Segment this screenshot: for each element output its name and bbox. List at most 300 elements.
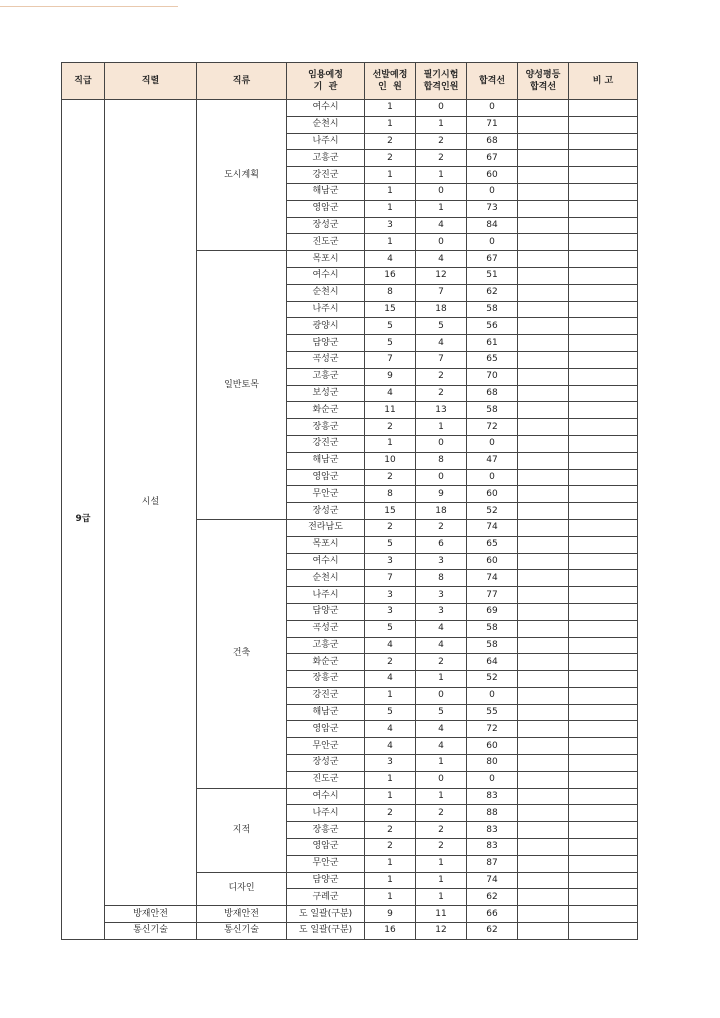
selection-cell: 5 xyxy=(365,620,416,637)
col-gender-l2: 합격선 xyxy=(529,82,557,92)
gender-cutoff-cell xyxy=(518,435,569,452)
gender-cutoff-cell xyxy=(518,368,569,385)
passed-cell: 4 xyxy=(416,335,467,352)
selection-cell: 10 xyxy=(365,452,416,469)
passed-cell: 2 xyxy=(416,805,467,822)
cutoff-cell: 0 xyxy=(467,687,518,704)
col-grade: 직급 xyxy=(62,63,105,100)
passed-cell: 0 xyxy=(416,100,467,117)
col-written-l1: 필기시험 xyxy=(423,70,459,80)
table-row xyxy=(62,100,638,117)
gender-cutoff-cell xyxy=(518,805,569,822)
col-category: 직류 xyxy=(197,63,287,100)
remarks-cell xyxy=(569,217,638,234)
passed-cell: 4 xyxy=(416,721,467,738)
remarks-cell xyxy=(569,704,638,721)
remarks-cell xyxy=(569,469,638,486)
remarks-cell xyxy=(569,620,638,637)
gender-cutoff-cell xyxy=(518,755,569,772)
remarks-cell xyxy=(569,452,638,469)
gender-cutoff-cell xyxy=(518,872,569,889)
selection-cell: 9 xyxy=(365,368,416,385)
agency-cell: 장흥군 xyxy=(287,822,365,839)
selection-cell: 1 xyxy=(365,435,416,452)
gender-cutoff-cell xyxy=(518,486,569,503)
agency-cell: 진도군 xyxy=(287,771,365,788)
col-agency-l1: 임용예정 xyxy=(308,70,343,80)
remarks-cell xyxy=(569,788,638,805)
passed-cell: 1 xyxy=(416,755,467,772)
col-selection xyxy=(365,63,416,100)
agency-cell: 영암군 xyxy=(287,839,365,856)
selection-cell: 1 xyxy=(365,855,416,872)
cutoff-cell: 74 xyxy=(467,570,518,587)
gender-cutoff-cell xyxy=(518,402,569,419)
agency-cell: 전라남도 xyxy=(287,519,365,536)
selection-cell: 11 xyxy=(365,402,416,419)
selection-cell: 4 xyxy=(365,637,416,654)
agency-cell: 여수시 xyxy=(287,788,365,805)
category-cell: 방재안전 xyxy=(197,906,287,923)
results-table xyxy=(61,62,638,940)
agency-cell: 해남군 xyxy=(287,704,365,721)
remarks-cell xyxy=(569,687,638,704)
selection-cell: 1 xyxy=(365,872,416,889)
remarks-cell xyxy=(569,519,638,536)
header-row xyxy=(62,63,638,100)
table-body xyxy=(62,100,638,940)
cutoff-cell: 51 xyxy=(467,267,518,284)
passed-cell: 1 xyxy=(416,200,467,217)
gender-cutoff-cell xyxy=(518,553,569,570)
agency-cell: 여수시 xyxy=(287,267,365,284)
remarks-cell xyxy=(569,335,638,352)
gender-cutoff-cell xyxy=(518,217,569,234)
selection-cell: 2 xyxy=(365,654,416,671)
selection-cell: 9 xyxy=(365,906,416,923)
gender-cutoff-cell xyxy=(518,183,569,200)
gender-cutoff-cell xyxy=(518,671,569,688)
grade-cell: 9급 xyxy=(62,100,105,940)
passed-cell: 5 xyxy=(416,704,467,721)
selection-cell: 3 xyxy=(365,217,416,234)
remarks-cell xyxy=(569,183,638,200)
passed-cell: 1 xyxy=(416,419,467,436)
gender-cutoff-cell xyxy=(518,167,569,184)
passed-cell: 13 xyxy=(416,402,467,419)
gender-cutoff-cell xyxy=(518,687,569,704)
agency-cell: 화순군 xyxy=(287,654,365,671)
agency-cell: 강진군 xyxy=(287,687,365,704)
remarks-cell xyxy=(569,906,638,923)
cutoff-cell: 62 xyxy=(467,889,518,906)
selection-cell: 2 xyxy=(365,519,416,536)
agency-cell: 강진군 xyxy=(287,167,365,184)
passed-cell: 1 xyxy=(416,872,467,889)
remarks-cell xyxy=(569,755,638,772)
cutoff-cell: 0 xyxy=(467,771,518,788)
gender-cutoff-cell xyxy=(518,267,569,284)
remarks-cell xyxy=(569,284,638,301)
selection-cell: 3 xyxy=(365,603,416,620)
cutoff-cell: 60 xyxy=(467,167,518,184)
passed-cell: 7 xyxy=(416,284,467,301)
remarks-cell xyxy=(569,301,638,318)
category-cell: 일반토목 xyxy=(197,251,287,520)
selection-cell: 1 xyxy=(365,687,416,704)
cutoff-cell: 71 xyxy=(467,116,518,133)
series-cell: 통신기술 xyxy=(105,923,197,940)
remarks-cell xyxy=(569,839,638,856)
remarks-cell xyxy=(569,368,638,385)
passed-cell: 2 xyxy=(416,822,467,839)
cutoff-cell: 83 xyxy=(467,788,518,805)
remarks-cell xyxy=(569,503,638,520)
selection-cell: 8 xyxy=(365,284,416,301)
selection-cell: 2 xyxy=(365,469,416,486)
gender-cutoff-cell xyxy=(518,788,569,805)
agency-cell: 담양군 xyxy=(287,335,365,352)
col-selection-l2: 인 원 xyxy=(378,82,402,92)
agency-cell: 무안군 xyxy=(287,855,365,872)
passed-cell: 2 xyxy=(416,150,467,167)
passed-cell: 8 xyxy=(416,452,467,469)
remarks-cell xyxy=(569,267,638,284)
gender-cutoff-cell xyxy=(518,839,569,856)
passed-cell: 7 xyxy=(416,351,467,368)
cutoff-cell: 58 xyxy=(467,402,518,419)
selection-cell: 1 xyxy=(365,100,416,117)
gender-cutoff-cell xyxy=(518,318,569,335)
cutoff-cell: 83 xyxy=(467,839,518,856)
cutoff-cell: 68 xyxy=(467,385,518,402)
remarks-cell xyxy=(569,100,638,117)
cutoff-cell: 74 xyxy=(467,872,518,889)
agency-cell: 고흥군 xyxy=(287,368,365,385)
selection-cell: 7 xyxy=(365,570,416,587)
remarks-cell xyxy=(569,419,638,436)
passed-cell: 2 xyxy=(416,385,467,402)
selection-cell: 1 xyxy=(365,116,416,133)
remarks-cell xyxy=(569,234,638,251)
gender-cutoff-cell xyxy=(518,906,569,923)
agency-cell: 나주시 xyxy=(287,587,365,604)
passed-cell: 12 xyxy=(416,923,467,940)
gender-cutoff-cell xyxy=(518,923,569,940)
agency-cell: 광양시 xyxy=(287,318,365,335)
selection-cell: 16 xyxy=(365,923,416,940)
passed-cell: 12 xyxy=(416,267,467,284)
gender-cutoff-cell xyxy=(518,335,569,352)
cutoff-cell: 65 xyxy=(467,351,518,368)
category-cell: 지적 xyxy=(197,788,287,872)
category-cell: 통신기술 xyxy=(197,923,287,940)
gender-cutoff-cell xyxy=(518,150,569,167)
passed-cell: 8 xyxy=(416,570,467,587)
selection-cell: 4 xyxy=(365,671,416,688)
remarks-cell xyxy=(569,435,638,452)
gender-cutoff-cell xyxy=(518,654,569,671)
agency-cell: 고흥군 xyxy=(287,150,365,167)
series-cell: 방재안전 xyxy=(105,906,197,923)
passed-cell: 6 xyxy=(416,536,467,553)
passed-cell: 9 xyxy=(416,486,467,503)
remarks-cell xyxy=(569,872,638,889)
remarks-cell xyxy=(569,133,638,150)
gender-cutoff-cell xyxy=(518,620,569,637)
gender-cutoff-cell xyxy=(518,452,569,469)
remarks-cell xyxy=(569,654,638,671)
cutoff-cell: 77 xyxy=(467,587,518,604)
selection-cell: 1 xyxy=(365,771,416,788)
selection-cell: 3 xyxy=(365,587,416,604)
remarks-cell xyxy=(569,318,638,335)
gender-cutoff-cell xyxy=(518,301,569,318)
cutoff-cell: 52 xyxy=(467,671,518,688)
remarks-cell xyxy=(569,116,638,133)
cutoff-cell: 58 xyxy=(467,301,518,318)
passed-cell: 4 xyxy=(416,620,467,637)
cutoff-cell: 83 xyxy=(467,822,518,839)
remarks-cell xyxy=(569,351,638,368)
cutoff-cell: 52 xyxy=(467,503,518,520)
agency-cell: 진도군 xyxy=(287,234,365,251)
agency-cell: 해남군 xyxy=(287,183,365,200)
agency-cell: 목포시 xyxy=(287,536,365,553)
cutoff-cell: 87 xyxy=(467,855,518,872)
selection-cell: 15 xyxy=(365,301,416,318)
series-cell: 시설 xyxy=(105,100,197,906)
col-remarks: 비 고 xyxy=(569,63,638,100)
agency-cell: 장성군 xyxy=(287,217,365,234)
cutoff-cell: 60 xyxy=(467,553,518,570)
selection-cell: 16 xyxy=(365,267,416,284)
table-row xyxy=(62,906,638,923)
passed-cell: 0 xyxy=(416,234,467,251)
selection-cell: 15 xyxy=(365,503,416,520)
gender-cutoff-cell xyxy=(518,116,569,133)
agency-cell: 곡성군 xyxy=(287,351,365,368)
agency-cell: 여수시 xyxy=(287,100,365,117)
passed-cell: 1 xyxy=(416,889,467,906)
gender-cutoff-cell xyxy=(518,587,569,604)
col-agency-l2: 기 관 xyxy=(313,82,338,92)
gender-cutoff-cell xyxy=(518,855,569,872)
cutoff-cell: 67 xyxy=(467,150,518,167)
remarks-cell xyxy=(569,385,638,402)
remarks-cell xyxy=(569,167,638,184)
agency-cell: 고흥군 xyxy=(287,637,365,654)
remarks-cell xyxy=(569,671,638,688)
passed-cell: 0 xyxy=(416,183,467,200)
col-gender xyxy=(518,63,569,100)
remarks-cell xyxy=(569,587,638,604)
gender-cutoff-cell xyxy=(518,251,569,268)
selection-cell: 1 xyxy=(365,889,416,906)
passed-cell: 0 xyxy=(416,771,467,788)
passed-cell: 1 xyxy=(416,167,467,184)
cutoff-cell: 0 xyxy=(467,435,518,452)
gender-cutoff-cell xyxy=(518,234,569,251)
agency-cell: 영암군 xyxy=(287,200,365,217)
gender-cutoff-cell xyxy=(518,351,569,368)
agency-cell: 구례군 xyxy=(287,889,365,906)
selection-cell: 5 xyxy=(365,335,416,352)
category-cell: 디자인 xyxy=(197,872,287,906)
agency-cell: 나주시 xyxy=(287,133,365,150)
agency-cell: 장흥군 xyxy=(287,671,365,688)
selection-cell: 5 xyxy=(365,318,416,335)
cutoff-cell: 0 xyxy=(467,469,518,486)
selection-cell: 1 xyxy=(365,200,416,217)
gender-cutoff-cell xyxy=(518,200,569,217)
passed-cell: 2 xyxy=(416,654,467,671)
gender-cutoff-cell xyxy=(518,536,569,553)
cutoff-cell: 55 xyxy=(467,704,518,721)
remarks-cell xyxy=(569,637,638,654)
remarks-cell xyxy=(569,771,638,788)
passed-cell: 1 xyxy=(416,855,467,872)
agency-cell: 담양군 xyxy=(287,872,365,889)
agency-cell: 보성군 xyxy=(287,385,365,402)
remarks-cell xyxy=(569,889,638,906)
cutoff-cell: 67 xyxy=(467,251,518,268)
remarks-cell xyxy=(569,486,638,503)
selection-cell: 4 xyxy=(365,251,416,268)
agency-cell: 나주시 xyxy=(287,805,365,822)
passed-cell: 5 xyxy=(416,318,467,335)
gender-cutoff-cell xyxy=(518,284,569,301)
col-gender-l1: 양성평등 xyxy=(525,70,561,80)
agency-cell: 도 일괄(구분) xyxy=(287,906,365,923)
category-cell: 건축 xyxy=(197,519,287,788)
remarks-cell xyxy=(569,200,638,217)
remarks-cell xyxy=(569,603,638,620)
passed-cell: 1 xyxy=(416,671,467,688)
gender-cutoff-cell xyxy=(518,603,569,620)
passed-cell: 2 xyxy=(416,519,467,536)
passed-cell: 0 xyxy=(416,435,467,452)
agency-cell: 순천시 xyxy=(287,284,365,301)
header-divider xyxy=(0,6,178,7)
selection-cell: 1 xyxy=(365,183,416,200)
cutoff-cell: 84 xyxy=(467,217,518,234)
gender-cutoff-cell xyxy=(518,721,569,738)
remarks-cell xyxy=(569,822,638,839)
selection-cell: 3 xyxy=(365,755,416,772)
agency-cell: 장흥군 xyxy=(287,419,365,436)
selection-cell: 5 xyxy=(365,536,416,553)
cutoff-cell: 0 xyxy=(467,100,518,117)
remarks-cell xyxy=(569,402,638,419)
passed-cell: 3 xyxy=(416,603,467,620)
cutoff-cell: 60 xyxy=(467,486,518,503)
selection-cell: 2 xyxy=(365,805,416,822)
passed-cell: 4 xyxy=(416,217,467,234)
cutoff-cell: 61 xyxy=(467,335,518,352)
cutoff-cell: 47 xyxy=(467,452,518,469)
agency-cell: 순천시 xyxy=(287,116,365,133)
gender-cutoff-cell xyxy=(518,419,569,436)
agency-cell: 도 일괄(구분) xyxy=(287,923,365,940)
agency-cell: 해남군 xyxy=(287,452,365,469)
remarks-cell xyxy=(569,553,638,570)
agency-cell: 목포시 xyxy=(287,251,365,268)
table-row xyxy=(62,923,638,940)
passed-cell: 0 xyxy=(416,469,467,486)
col-series: 직렬 xyxy=(105,63,197,100)
remarks-cell xyxy=(569,923,638,940)
gender-cutoff-cell xyxy=(518,385,569,402)
passed-cell: 18 xyxy=(416,503,467,520)
agency-cell: 순천시 xyxy=(287,570,365,587)
passed-cell: 4 xyxy=(416,738,467,755)
selection-cell: 3 xyxy=(365,553,416,570)
cutoff-cell: 72 xyxy=(467,419,518,436)
gender-cutoff-cell xyxy=(518,100,569,117)
cutoff-cell: 70 xyxy=(467,368,518,385)
agency-cell: 곡성군 xyxy=(287,620,365,637)
selection-cell: 8 xyxy=(365,486,416,503)
passed-cell: 0 xyxy=(416,687,467,704)
agency-cell: 장성군 xyxy=(287,755,365,772)
gender-cutoff-cell xyxy=(518,503,569,520)
cutoff-cell: 58 xyxy=(467,637,518,654)
remarks-cell xyxy=(569,805,638,822)
passed-cell: 1 xyxy=(416,116,467,133)
passed-cell: 3 xyxy=(416,553,467,570)
cutoff-cell: 69 xyxy=(467,603,518,620)
cutoff-cell: 72 xyxy=(467,721,518,738)
passed-cell: 11 xyxy=(416,906,467,923)
selection-cell: 1 xyxy=(365,234,416,251)
gender-cutoff-cell xyxy=(518,469,569,486)
cutoff-cell: 62 xyxy=(467,923,518,940)
remarks-cell xyxy=(569,251,638,268)
agency-cell: 장성군 xyxy=(287,503,365,520)
cutoff-cell: 66 xyxy=(467,906,518,923)
passed-cell: 4 xyxy=(416,251,467,268)
cutoff-cell: 62 xyxy=(467,284,518,301)
passed-cell: 1 xyxy=(416,788,467,805)
gender-cutoff-cell xyxy=(518,519,569,536)
col-written-l2: 합격인원 xyxy=(423,82,459,92)
agency-cell: 담양군 xyxy=(287,603,365,620)
col-cutoff: 합격선 xyxy=(467,63,518,100)
gender-cutoff-cell xyxy=(518,738,569,755)
cutoff-cell: 80 xyxy=(467,755,518,772)
selection-cell: 2 xyxy=(365,419,416,436)
passed-cell: 18 xyxy=(416,301,467,318)
agency-cell: 영암군 xyxy=(287,721,365,738)
cutoff-cell: 73 xyxy=(467,200,518,217)
cutoff-cell: 0 xyxy=(467,234,518,251)
selection-cell: 5 xyxy=(365,704,416,721)
cutoff-cell: 60 xyxy=(467,738,518,755)
gender-cutoff-cell xyxy=(518,822,569,839)
agency-cell: 영암군 xyxy=(287,469,365,486)
agency-cell: 무안군 xyxy=(287,738,365,755)
passed-cell: 2 xyxy=(416,839,467,856)
selection-cell: 1 xyxy=(365,167,416,184)
remarks-cell xyxy=(569,150,638,167)
remarks-cell xyxy=(569,536,638,553)
passed-cell: 2 xyxy=(416,133,467,150)
agency-cell: 나주시 xyxy=(287,301,365,318)
cutoff-cell: 58 xyxy=(467,620,518,637)
category-cell: 도시계획 xyxy=(197,100,287,251)
cutoff-cell: 0 xyxy=(467,183,518,200)
